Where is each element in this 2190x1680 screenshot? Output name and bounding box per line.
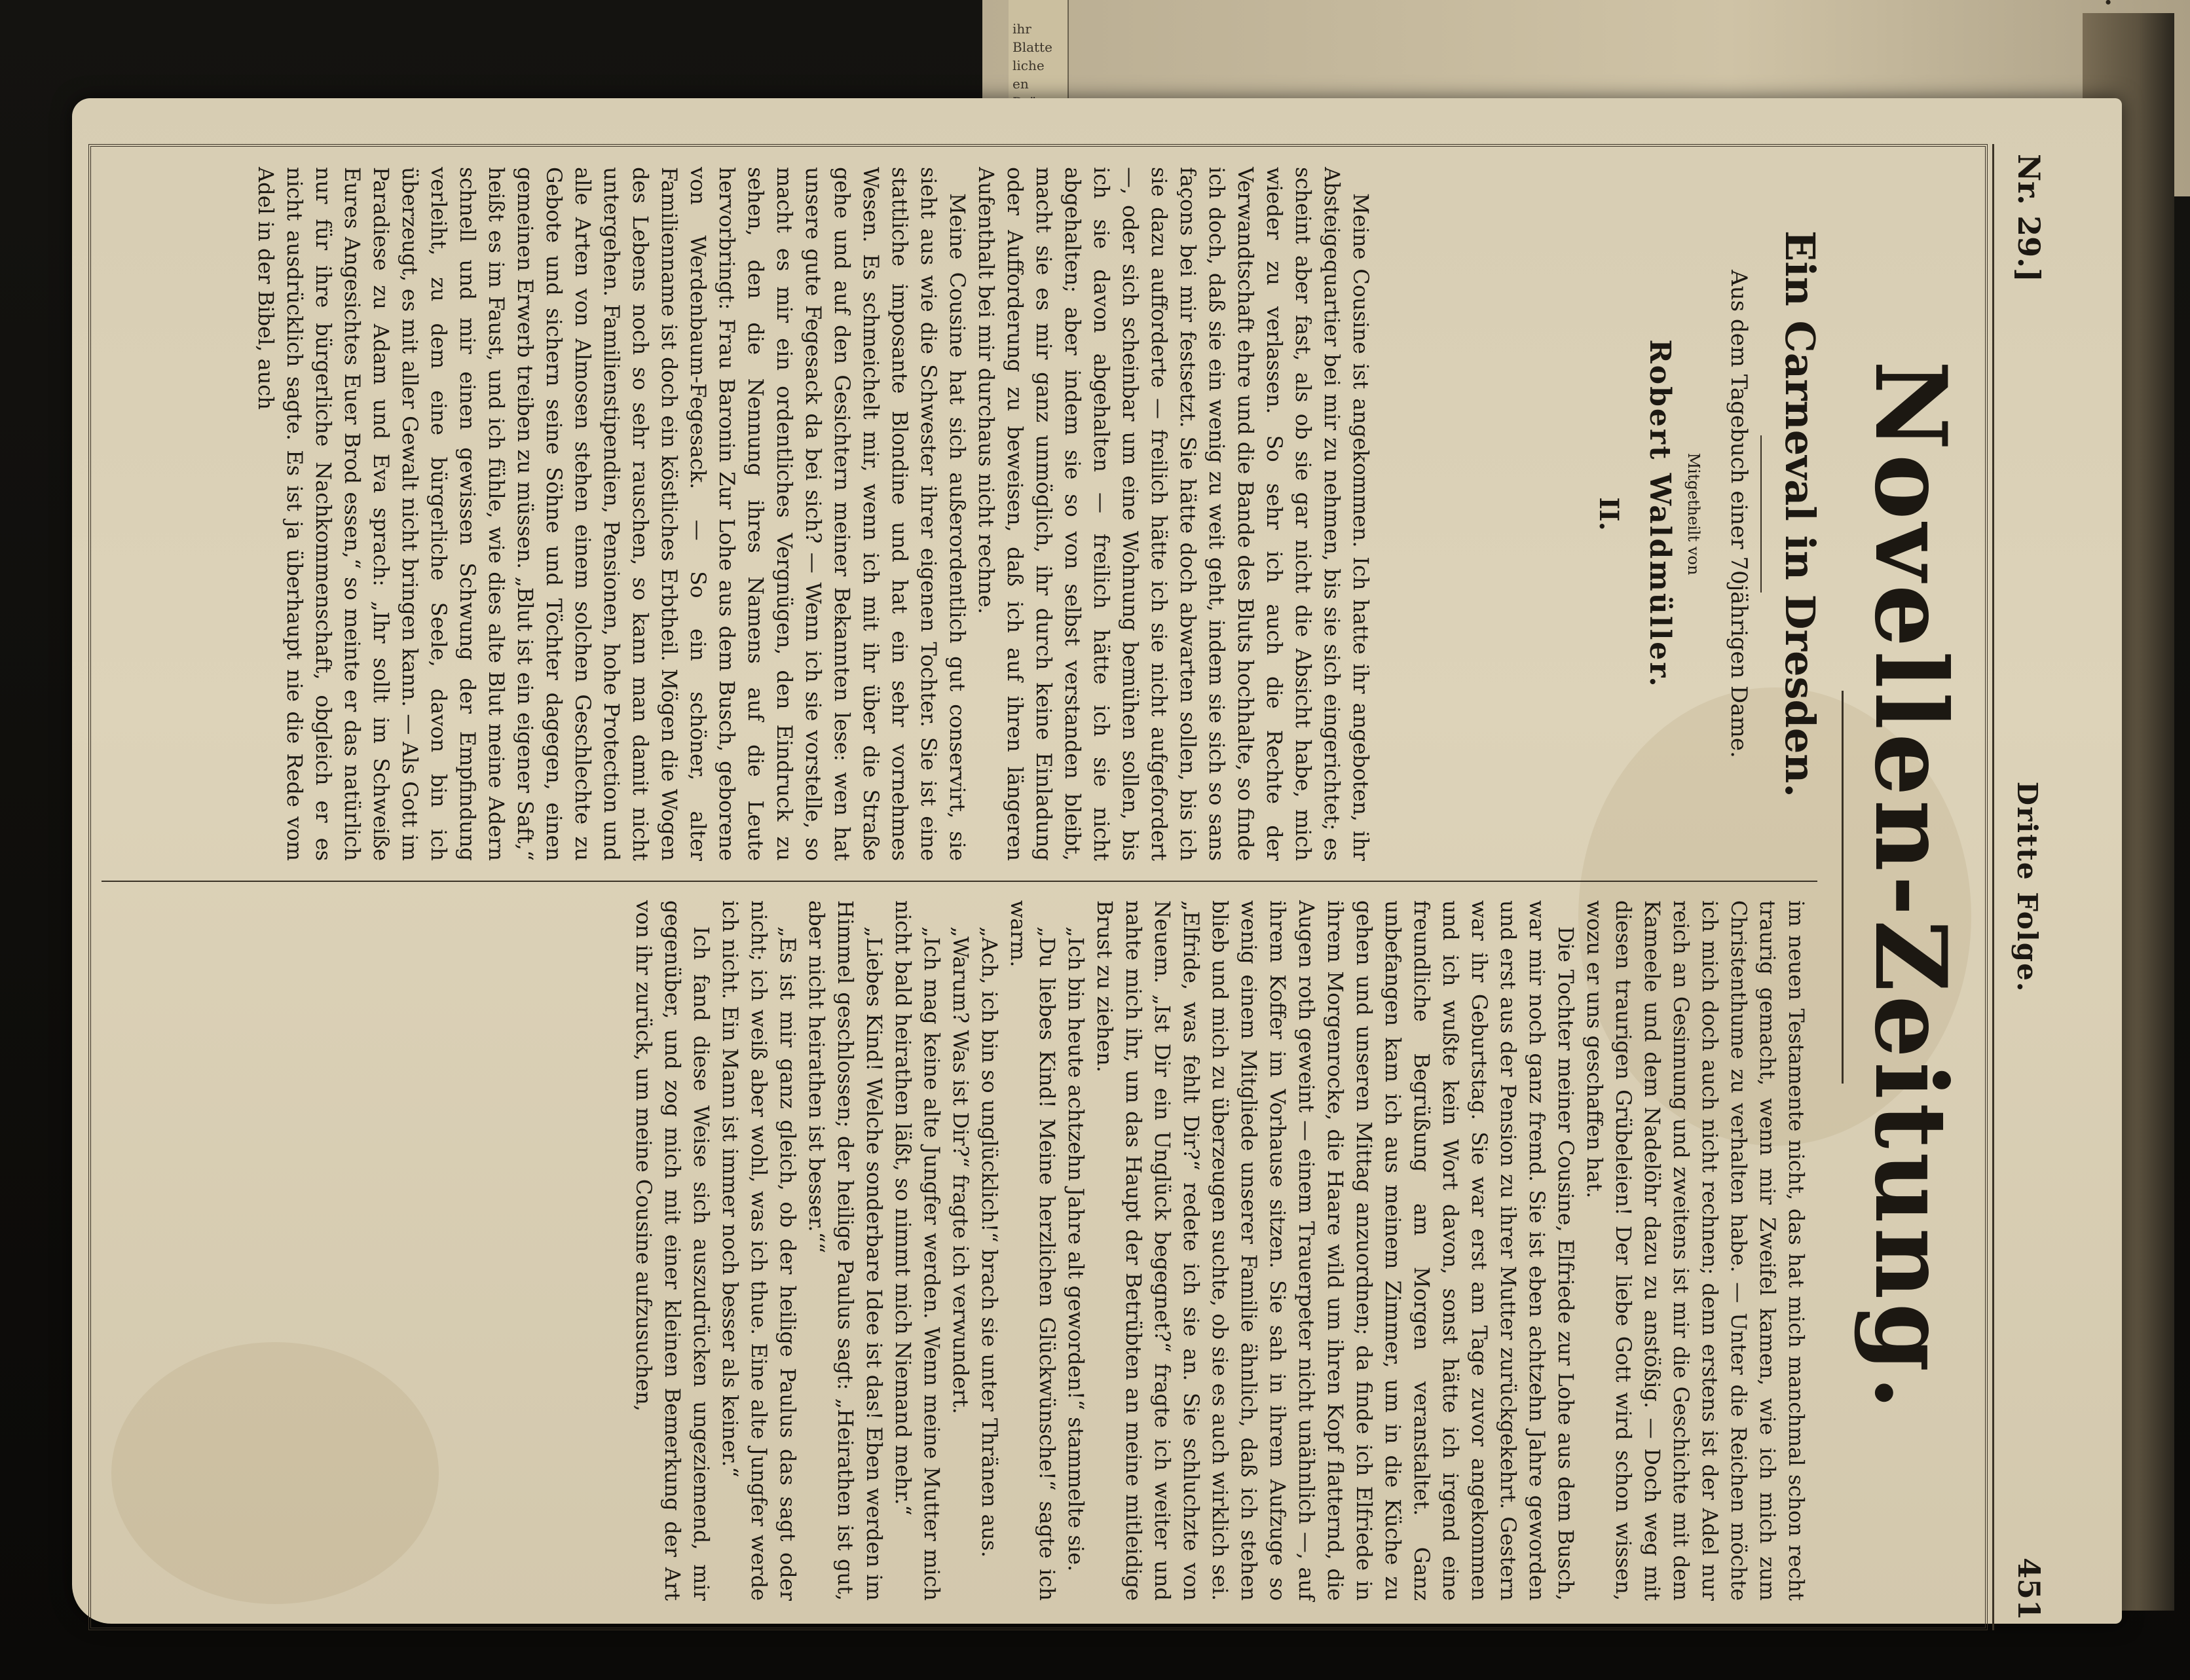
prev-note-line: ihr Blatte: [1012, 21, 1052, 55]
prev-note-line: en: [1012, 76, 1029, 92]
paragraph: im neuen Testamente nicht, das hat mich manchmal schon recht traurig gemacht, wenn mir Zweifel kamen, wie ich mich zum Christenthume zu verhalten habe. — Unter die Reichen möchte ich mich doch auch nicht rechnen; denn erstens ist der Adel nur reich an Gesinnung und zweitens ist mir die Geschichte mit dem Kameele und dem Nadelöhr dazu zu anstößig. — Doch weg mit diesen traurigen Grübeleien! Der liebe Gott wird schon wissen, wozu er uns geschaffen hat.: [1582, 900, 1809, 1601]
paragraph: „Ach, ich bin so unglücklich!“ brach sie unter Thränen aus.: [977, 926, 1002, 1558]
page-number: 451: [2011, 1557, 2047, 1620]
rotated-page-content: [62, 128, 2060, 1647]
paragraph: „Ich bin heute achtzehn Jahre alt geworden!“ stammelte sie.: [1064, 926, 1088, 1572]
paragraph: „Warum? Was ist Dir?“ fragte ich verwundert.: [948, 926, 973, 1414]
series-label: Dritte Folge.: [2011, 781, 2043, 993]
issue-number: Nr. 29.]: [2011, 154, 2047, 282]
header-rule: [1992, 144, 1994, 1630]
paragraph: „Liebes Kind! Welche sonderbare Idee ist das! Eben werden im Himmel geschlossen; der heilige Paulus sagt: „Heirathen ist gut, aber nicht heirathen ist besser.““: [804, 900, 887, 1601]
paragraph: „Ich mag keine alte Jungfer werden. Wenn meine Mutter mich nicht bald heirathen läßt, so nimmt mich Niemand mehr.“: [891, 900, 944, 1601]
left-column: [251, 167, 1375, 861]
story-title: Ein Carneval in Dresden.: [1776, 230, 1824, 797]
paragraph: Meine Cousine hat sich außerordentlich gut conservirt, sie sieht aus wie die Schwester ihrer eigenen Tochter. Sie ist eine stattliche imposante Blondine und hat ein sehr vornehmes Wesen. Es schmeichelt mir, wenn ich mit ihr über die Straße gehe und auf den Gesichtern meiner Bekannten lese: wen hat unsere gute Fegesack da bei sich? — Wenn ich sie vorstelle, so macht es mir ein ordentliches Vergnügen, den Eindruck zu sehen, den die Nennung ihres Namens auf die Leute hervorbringt: Frau Baronin Zur Lohe aus dem Busch, geborene von Werdenbaum-Fegesack. — So ein schöner, alter Familienname ist doch ein köstliches Erbtheil. Mögen die Wogen des Lebens noch so sehr rauschen, so kann man damit nicht untergehen. Familienstipendien, Pensionen, hohe Protection und alle Arten von Almosen stehen einem solchen Geschlechte zu Gebote und sichern seine Söhne und Töchter dagegen, einen gemeinen Erwerb treiben zu müssen. „Blut ist ein eigener Saft,“ heißt es im Faust, und ich fühle, wie dies alte Blut meine Adern schnell und mir einen gewissen Schwung der Empfindung verleiht, zu dem eine bürgerliche Seele, davon bin ich überzeugt, es mit aller Gewalt nicht bringen kann. — Als Gott im Paradiese zu Adam und Eva sprach: „Ihr sollt im Schweiße Eures Angesichtes Euer Brod essen,“ so meinte er das natürlich nur für ihre bürgerliche Nachkommenschaft, obgleich er es nicht ausdrücklich sagte. Es ist ja überhaupt nie die Rede vom Adel in der Bibel, auch: [253, 167, 970, 861]
masthead-title: Novellen-Zeitung.: [1853, 360, 1968, 1414]
masthead-rule: [1842, 691, 1844, 1084]
paragraph: Die Tochter meiner Cousine, Elfriede zur Lohe aus dem Busch, war mir noch ganz fremd. Sie ist eben achtzehn Jahre geworden und erst aus der Pension zu ihrer Mutter zurückgekehrt. Gestern war ihr Geburtstag. Sie war erst am Tage zuvor angekommen und ich wußte kein Wort davon, sonst hätte ich irgend eine freundliche Begrüßung am Morgen veranstaltet. Ganz unbefangen kam ich aus meinem Zimmer, um in die Küche zu gehen und unseren Mittag anzuordnen; da finde ich Elfriede in ihrem Morgenrocke, die Haare wild um ihren Kopf flatternd, die Augen roth geweint — einem Trauerpeter nicht unähnlich —, auf ihrem Koffer im Vorhause sitzen. Sie sah in ihrem Aufzuge so wenig einem Mitgliede unserer Familie ähnlich, daß ich stehen blieb und mich zu überzeugen suchte, ob sie es auch wirklich sei. „Elfride, was fehlt Dir?“ redete ich sie an. Sie schluchzte von Neuem. „Ist Dir ein Unglück begegnet?“ fragte ich weiter und nahte mich ihr, um das Haupt der Betrübten an meine mitleidige Brust zu ziehen.: [1092, 900, 1578, 1601]
story-title-rule: [1760, 435, 1762, 593]
paragraph: „Es ist mir ganz gleich, ob der heilige Paulus das sagt oder nicht; ich weiß aber wohl, was ich thue. Eine alte Jungfer werde ich nicht. Ein Mann ist immer noch besser als keiner.“: [718, 900, 800, 1601]
paragraph: Meine Cousine ist angekommen. Ich hatte ihr angeboten, ihr Absteigequartier bei mir zu nehmen, bis sie sich eingerichtet; es scheint aber fast, als ob sie gar nicht die Absicht habe, mich wieder zu verlassen. So sehr ich auch die Rechte der Verwandtschaft ehre und die Bande des Bluts hochhalte, so finde ich doch, daß sie ein wenig zu weit geht, indem sie sich so sans façons bei mir festsetzt. Sie hätte doch abwarten sollen, bis ich sie dazu aufforderte — freilich hätte ich sie nicht aufgefordert —, oder sich scheinbar um eine Wohnung bemühen sollen, bis ich sie davon abgehalten — freilich hätte ich sie nicht abgehalten; aber indem sie so von selbst verstanden bleibt, macht sie es mir ganz unmöglich, ihr durch keine Einladung oder Aufforderung zu beweisen, daß ich auf ihren längeren Aufenthalt bei mir durchaus nicht rechne.: [974, 167, 1373, 861]
story-author: Robert Waldmüller.: [1643, 339, 1677, 689]
column-separator: [102, 881, 1817, 882]
paragraph: Ich fand diese Weise sich auszudrücken ungeziemend, mir gegenüber, und zog mich mit einer kleinen Bemerkung der Art von ihr zurück, um meine Cousine aufzusuchen,: [631, 900, 714, 1601]
story-subtitle: Aus dem Tagebuch einer 70jährigen Dame.: [1726, 270, 1752, 758]
paragraph: „Du liebes Kind! Meine herzlichen Glückwünsche!“ sagte ich warm.: [1006, 900, 1060, 1601]
story-communicated-by: Mitgetheilt von: [1684, 452, 1703, 575]
prev-note-line: liche: [1012, 58, 1045, 73]
right-column: [629, 900, 1811, 1601]
story-part-number: II.: [1593, 497, 1624, 531]
